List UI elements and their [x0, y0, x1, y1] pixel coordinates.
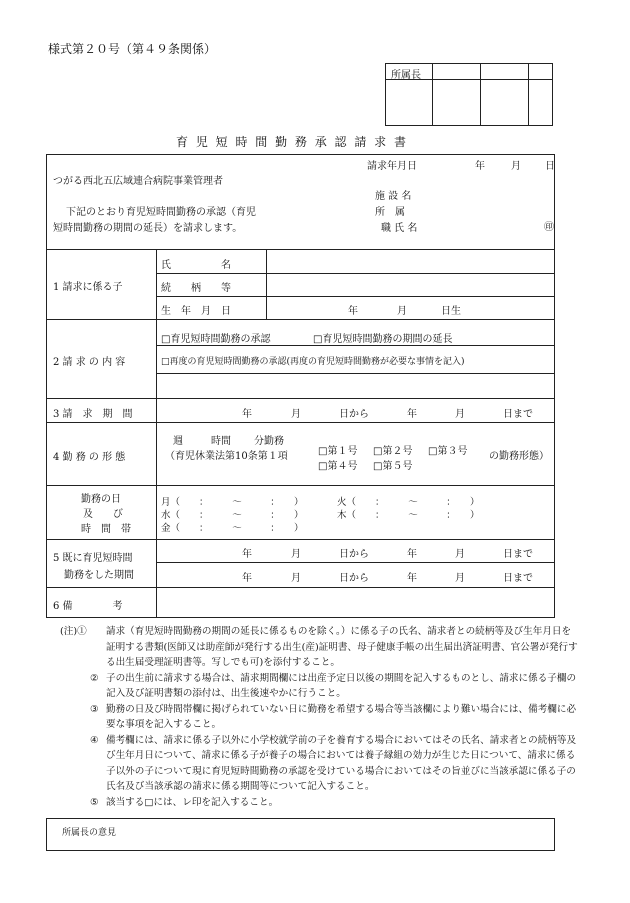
request-statement-line1: 下記のとおり育児短時間勤務の承認（育児	[66, 207, 256, 218]
note-3-number: ③	[90, 703, 99, 715]
hours-label[interactable]: 時間	[211, 436, 231, 447]
note-4	[60, 733, 580, 795]
child-dob-label: 生 年 月 日	[161, 306, 231, 317]
prev-end-day-2[interactable]: 日まで	[503, 573, 533, 584]
period-start-year[interactable]: 年	[242, 409, 252, 420]
prev-start-month-2[interactable]: 月	[291, 573, 301, 584]
prev-end-day-1[interactable]: 日まで	[503, 549, 533, 560]
period-start-month[interactable]: 月	[291, 409, 301, 420]
document-title: 育 児 短 時 間 勤 務 承 認 請 求 書	[176, 135, 408, 149]
prev-end-month-2[interactable]: 月	[455, 573, 465, 584]
dob-month[interactable]: 月	[397, 306, 407, 317]
note-3	[60, 702, 580, 733]
schedule-label-3: 時 間 帯	[81, 524, 131, 535]
schedule-thursday[interactable]: 木（ ： ～ ： ）	[337, 510, 480, 521]
checkbox-item3[interactable]: □第３号	[428, 446, 468, 457]
period-end-year[interactable]: 年	[407, 409, 417, 420]
section1-label: 1 請求に係る子	[53, 282, 123, 293]
prev-end-year-2[interactable]: 年	[407, 573, 417, 584]
section5-label-1: 5 既に育児短時間	[53, 553, 133, 564]
seal-mark: ㊞	[544, 222, 554, 233]
request-year[interactable]: 年	[475, 161, 485, 172]
prev-end-month-1[interactable]: 月	[455, 549, 465, 560]
note-1	[60, 624, 580, 671]
opinion-label: 所属長の意見	[62, 828, 117, 838]
prev-start-year-1[interactable]: 年	[242, 549, 252, 560]
period-end-month[interactable]: 月	[455, 409, 465, 420]
option-extension[interactable]: □育児短時間勤務の期間の延長	[313, 334, 453, 345]
checkbox-item2[interactable]: □第２号	[373, 446, 413, 457]
schedule-monday[interactable]: 月（ ： ～ ： ）	[161, 497, 304, 508]
prev-start-day-1[interactable]: 日から	[339, 549, 369, 560]
option-reapproval[interactable]: □再度の育児短時間勤務の承認(再度の育児短時間勤務が必要な事情を記入)	[161, 357, 465, 367]
schedule-friday[interactable]: 金（ ： ～ ： ）	[161, 523, 304, 534]
checkbox-item4[interactable]: □第４号	[318, 461, 358, 472]
approval-box-label: 所属長	[391, 70, 421, 81]
section5-label-2: 勤務をした期間	[64, 570, 134, 581]
section4-label: 4 勤 務 の 形 態	[53, 452, 126, 463]
note-2-number: ②	[90, 672, 99, 684]
request-statement-line2: 短時間勤務の期間の延長）を請求します。	[53, 223, 243, 234]
section3-label: 3 請 求 期 間	[53, 409, 133, 420]
request-month[interactable]: 月	[511, 161, 521, 172]
period-end-day[interactable]: 日まで	[503, 409, 533, 420]
prev-start-month-1[interactable]: 月	[291, 549, 301, 560]
law-reference: （育児休業法第10条第１項	[165, 451, 288, 462]
child-name-label: 氏 名	[161, 260, 231, 271]
note-prefix: (注)①	[60, 626, 87, 637]
schedule-wednesday[interactable]: 水（ ： ～ ： ）	[161, 510, 304, 521]
dept-label: 所 属	[375, 207, 405, 218]
note-5-text: 該当する□には、レ印を記入すること。	[106, 796, 279, 808]
section2-label: 2 請 求 の 内 容	[53, 357, 126, 368]
prev-start-year-2[interactable]: 年	[242, 573, 252, 584]
work-form-suffix: の勤務形態）	[489, 451, 549, 462]
dob-day[interactable]: 日生	[441, 306, 461, 317]
week-label: 週	[173, 436, 183, 447]
checkbox-item1[interactable]: □第１号	[318, 446, 358, 457]
schedule-label-2: 及 び	[83, 509, 123, 520]
note-4-number: ④	[90, 734, 99, 746]
period-start-day[interactable]: 日から	[339, 409, 369, 420]
notes	[60, 624, 580, 810]
prev-end-year-1[interactable]: 年	[407, 549, 417, 560]
schedule-tuesday[interactable]: 火（ ： ～ ： ）	[337, 497, 480, 508]
checkbox-item5[interactable]: □第５号	[373, 461, 413, 472]
form-number: 様式第２０号（第４９条関係）	[48, 42, 217, 56]
request-date-label: 請求年月日	[367, 161, 417, 172]
prev-start-day-2[interactable]: 日から	[339, 573, 369, 584]
note-1-text: 請求（育児短時間勤務の期間の延長に係るものを除く。）に係る子の氏名、請求者との続柄等及び生年月日を証明する書類(医師又は助産師が発行する出生(産)証明書、母子健康手帳の出生届出済証明書、官公署が発行する出生届受理証明書等。写しでも可)を添付すること。	[106, 626, 578, 668]
note-3-text: 勤務の日及び時間帯欄に掲げられていない日に勤務を希望する場合等当該欄により難い場合には、備考欄に必要な事項を記入すること。	[106, 703, 577, 730]
facility-label: 施 設 名	[375, 191, 412, 202]
name-label: 職 氏 名	[381, 223, 418, 234]
note-5-number: ⑤	[90, 796, 99, 808]
child-relation-label: 続 柄 等	[161, 283, 231, 294]
dob-year[interactable]: 年	[348, 306, 358, 317]
section6-label: 6 備 考	[53, 601, 123, 612]
note-2	[60, 671, 580, 702]
option-approval[interactable]: □育児短時間勤務の承認	[161, 334, 271, 345]
minutes-label[interactable]: 分勤務	[254, 436, 284, 447]
schedule-label-1: 勤務の日	[81, 494, 121, 505]
addressee: つがる西北五広域連合病院事業管理者	[53, 176, 223, 187]
note-2-text: 子の出生前に請求する場合は、請求期間欄には出産予定日以後の期間を記入するものとし、請求に係る子欄の記入及び証明書類の添付は、出生後速やかに行うこと。	[106, 672, 577, 699]
request-day[interactable]: 日	[545, 161, 555, 172]
note-5	[60, 795, 580, 811]
note-4-text: 備考欄には、請求に係る子以外に小学校就学前の子を養育する場合においてはその氏名、請求者との続柄等及び生年月日について、請求に係る子が養子の場合においては養子縁組の効力が生じた日について、請求に係る子以外の子について現に育児短時間勤務の承認を受けている場合においてはその旨並びに当該承認に係る子の氏名及び当該承認の請求に係る期間等について記入すること。	[106, 734, 577, 792]
